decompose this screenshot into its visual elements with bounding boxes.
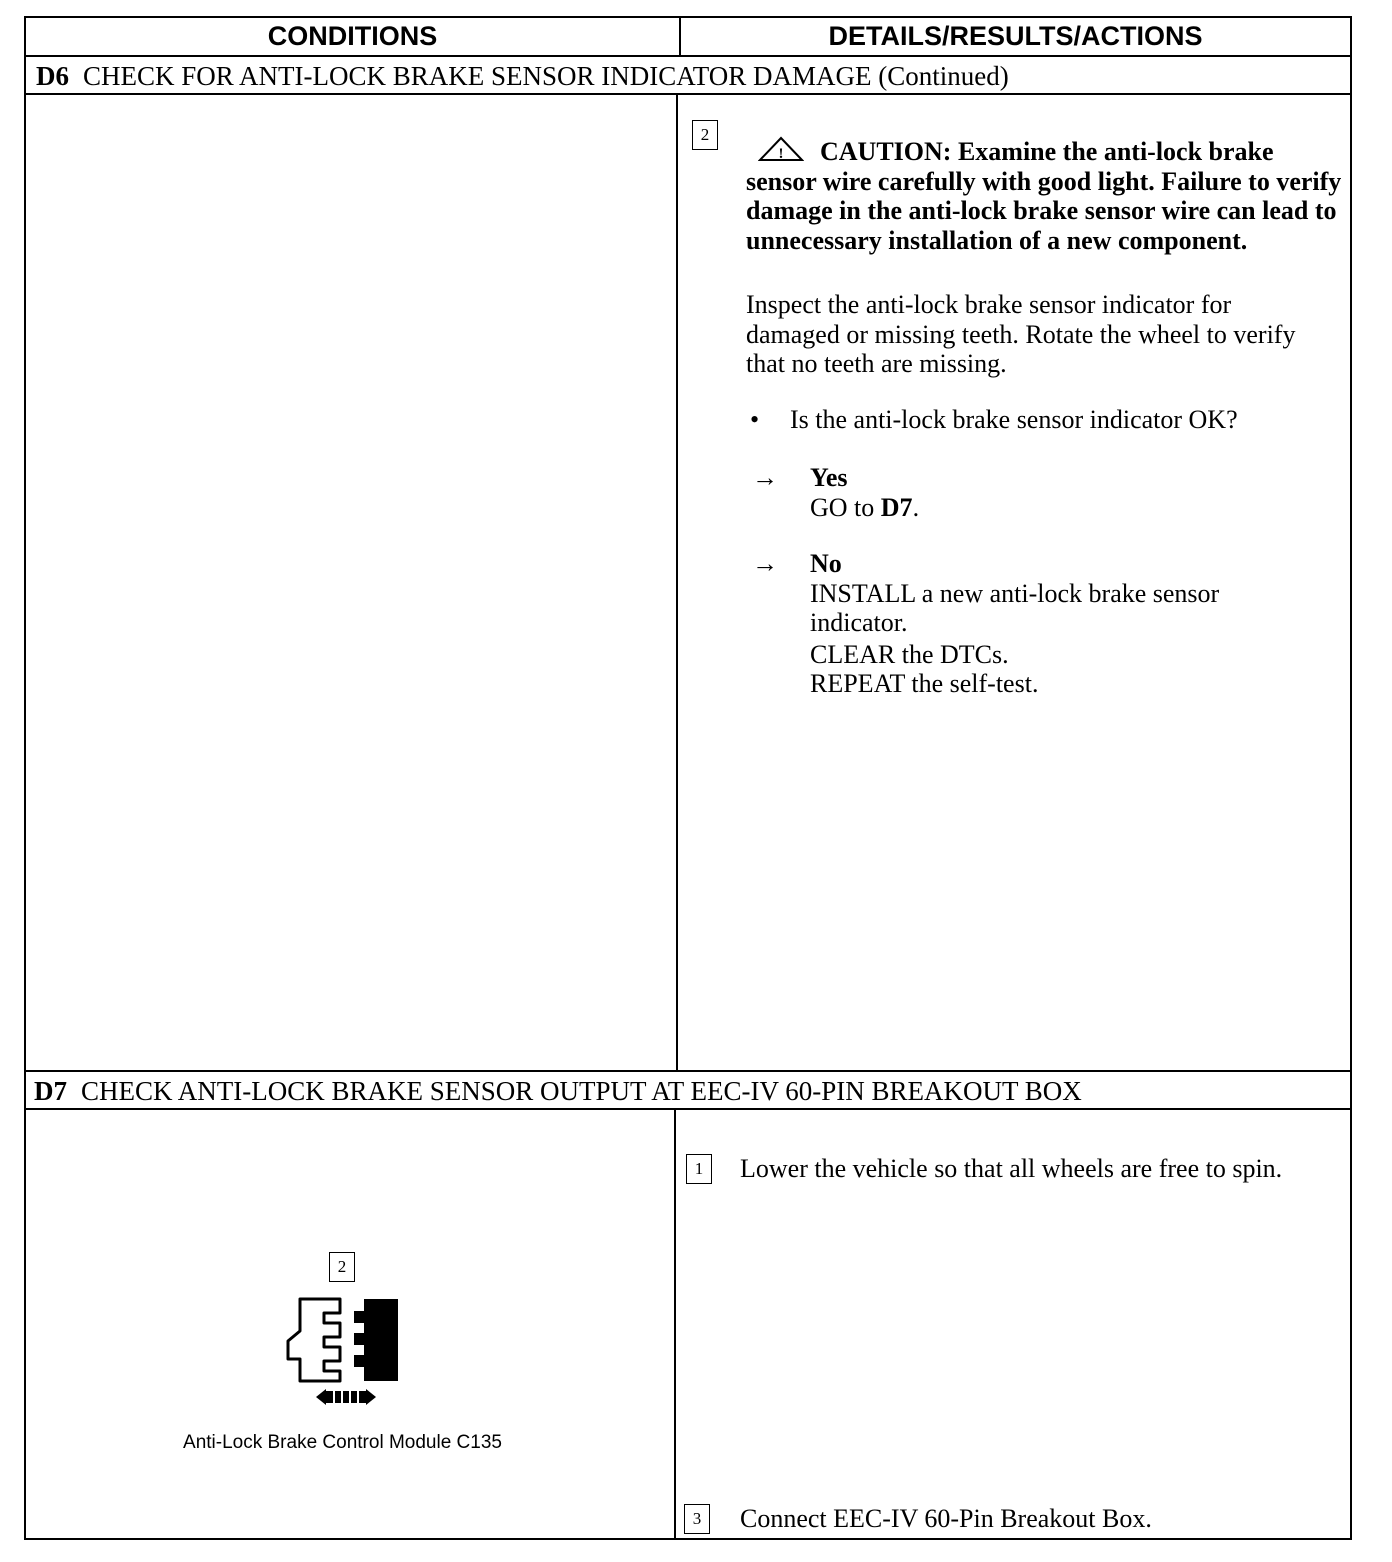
- yes-action-suffix: .: [912, 492, 920, 522]
- conditions-header: CONDITIONS: [267, 21, 438, 51]
- d6-column-divider: [676, 93, 678, 1070]
- d7-step3-number-box: 3: [684, 1504, 710, 1534]
- d7-step1-text: Lower the vehicle so that all wheels are free to spin.: [740, 1154, 1283, 1183]
- yes-branch: [810, 463, 1330, 522]
- d6-instruction: Inspect the anti-lock brake sensor indicator for damaged or missing teeth. Rotate the wheel to verify that no teeth are missing.: [746, 290, 1296, 378]
- yes-label: Yes: [810, 463, 848, 492]
- d7-top-rule: [24, 1070, 1352, 1072]
- d7-step1-number-box: 1: [686, 1154, 712, 1184]
- d7-figure-step-number-box: 2: [329, 1252, 355, 1282]
- d7-title-rule: [24, 1108, 1352, 1110]
- no-arrow-icon: →: [752, 549, 778, 578]
- d6-step-number-box: 2: [692, 120, 718, 150]
- svg-text:!: !: [778, 146, 784, 162]
- d6-caution-text: CAUTION: Examine the anti-lock brake sensor wire carefully with good light. Failure to verify damage in the anti-lock brake sensor wire can lead to unnecessary installation of a new component.: [746, 137, 1342, 255]
- no-action-clear: CLEAR the DTCs.: [810, 639, 1009, 669]
- d6-caution-block: [746, 136, 1342, 255]
- d7-title: CHECK ANTI-LOCK BRAKE SENSOR OUTPUT AT EEC-IV 60-PIN BREAKOUT BOX: [81, 1076, 1082, 1106]
- d7-step3-text: Connect EEC-IV 60-Pin Breakout Box.: [740, 1504, 1152, 1533]
- no-action-install: INSTALL a new anti-lock brake sensor indicator.: [810, 578, 1220, 637]
- d7-figure-caption: Anti-Lock Brake Control Module C135: [183, 1432, 502, 1453]
- d6-title-rule: [24, 93, 1352, 95]
- no-action-repeat: REPEAT the self-test.: [810, 669, 1039, 698]
- d7-section-title: [34, 1073, 1082, 1109]
- d6-question: Is the anti-lock brake sensor indicator OK?: [790, 405, 1238, 434]
- yes-action-target: D7: [880, 492, 913, 522]
- d6-section-title: [36, 58, 1009, 94]
- d7-column-divider: [674, 1108, 676, 1540]
- d6-step-id: D6: [36, 61, 69, 91]
- yes-action-prefix: GO to: [810, 492, 875, 522]
- connector-diagram: [280, 1295, 410, 1415]
- no-branch: [810, 549, 1310, 699]
- no-label: No: [810, 549, 842, 578]
- yes-action: [810, 493, 1330, 523]
- d6-title: CHECK FOR ANTI-LOCK BRAKE SENSOR INDICATOR DAMAGE (Continued): [83, 61, 1009, 91]
- warning-triangle-icon: [758, 136, 804, 162]
- details-header: DETAILS/RESULTS/ACTIONS: [828, 21, 1203, 51]
- header-bottom-rule: [24, 55, 1352, 57]
- d6-question-bullet: •: [750, 405, 760, 434]
- yes-arrow-icon: →: [752, 463, 778, 492]
- d7-step-id: D7: [34, 1076, 67, 1106]
